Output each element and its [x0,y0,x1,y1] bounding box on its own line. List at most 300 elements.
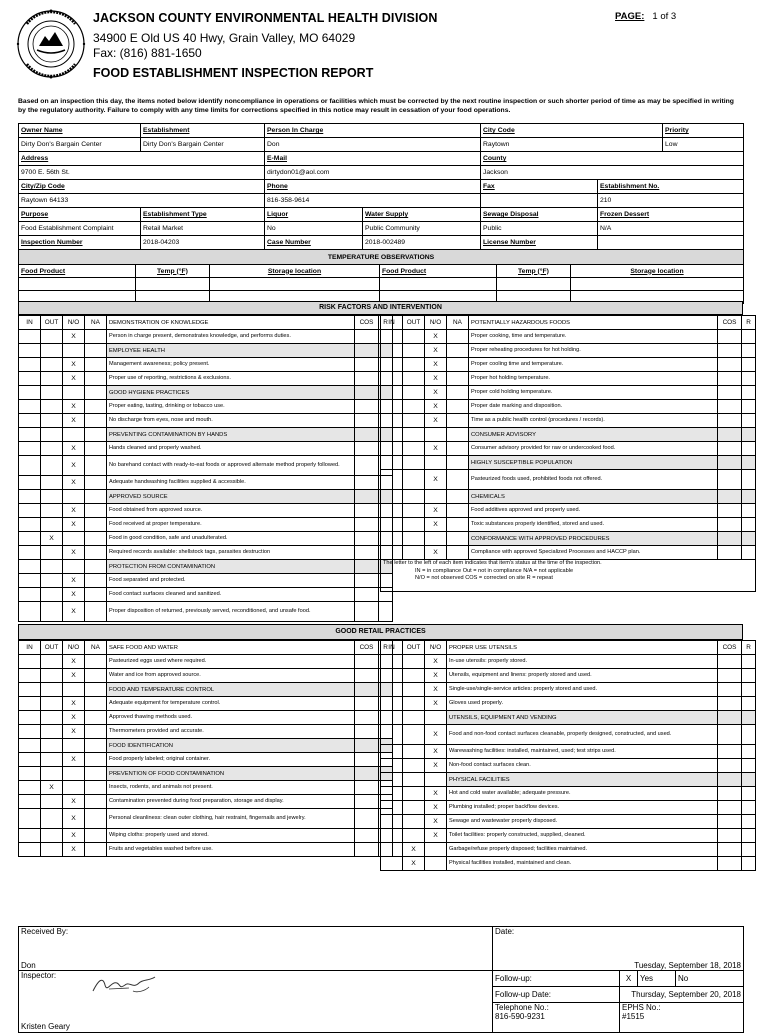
status-checkbox[interactable]: X [63,456,85,476]
cos-checkbox[interactable] [355,843,379,857]
cos-checkbox[interactable] [718,815,742,829]
status-checkbox[interactable]: X [63,602,85,622]
status-checkbox[interactable] [19,546,41,560]
cos-checkbox[interactable] [718,344,742,358]
cos-checkbox[interactable] [718,725,742,745]
status-checkbox[interactable] [85,442,107,456]
status-checkbox[interactable]: X [41,781,63,795]
cos-checkbox[interactable] [355,588,379,602]
repeat-checkbox[interactable] [742,725,756,745]
followup-mark[interactable]: X [620,971,638,987]
status-checkbox[interactable] [85,574,107,588]
status-checkbox[interactable] [85,344,107,358]
status-checkbox[interactable] [381,456,403,470]
followup-date-field[interactable]: Thursday, September 20, 2018 [620,987,744,1003]
status-checkbox[interactable] [85,739,107,753]
repeat-checkbox[interactable] [742,372,756,386]
status-checkbox[interactable] [381,683,403,697]
status-checkbox[interactable] [381,697,403,711]
cos-checkbox[interactable] [718,801,742,815]
status-checkbox[interactable]: X [425,745,447,759]
status-checkbox[interactable]: X [425,759,447,773]
status-checkbox[interactable]: X [63,476,85,490]
status-checkbox[interactable] [19,428,41,442]
status-checkbox[interactable] [41,669,63,683]
status-checkbox[interactable] [19,711,41,725]
status-checkbox[interactable] [19,683,41,697]
owner-name-field[interactable]: Dirty Don's Bargain Center [19,138,141,152]
status-checkbox[interactable] [41,442,63,456]
status-checkbox[interactable]: X [63,330,85,344]
status-checkbox[interactable] [41,400,63,414]
cos-checkbox[interactable] [718,518,742,532]
status-checkbox[interactable] [85,829,107,843]
status-checkbox[interactable] [19,602,41,622]
status-checkbox[interactable]: X [41,532,63,546]
status-checkbox[interactable] [63,767,85,781]
status-checkbox[interactable] [381,428,403,442]
status-checkbox[interactable] [85,456,107,476]
status-checkbox[interactable] [41,739,63,753]
status-checkbox[interactable] [19,560,41,574]
status-checkbox[interactable] [85,504,107,518]
status-checkbox[interactable] [403,428,425,442]
status-checkbox[interactable] [85,843,107,857]
status-checkbox[interactable] [381,801,403,815]
status-checkbox[interactable] [41,809,63,829]
status-checkbox[interactable]: X [425,504,447,518]
status-checkbox[interactable]: X [425,669,447,683]
status-checkbox[interactable] [19,372,41,386]
status-checkbox[interactable] [41,504,63,518]
status-checkbox[interactable] [19,697,41,711]
cos-checkbox[interactable] [355,518,379,532]
cos-checkbox[interactable] [355,330,379,344]
status-checkbox[interactable]: X [425,801,447,815]
status-checkbox[interactable] [403,490,425,504]
cos-checkbox[interactable] [355,504,379,518]
status-checkbox[interactable] [19,588,41,602]
status-checkbox[interactable] [447,490,469,504]
status-checkbox[interactable] [403,773,425,787]
status-checkbox[interactable]: X [425,442,447,456]
status-checkbox[interactable] [19,414,41,428]
repeat-checkbox[interactable] [742,518,756,532]
status-checkbox[interactable] [403,372,425,386]
repeat-checkbox[interactable] [742,358,756,372]
status-checkbox[interactable] [381,490,403,504]
received-by-field[interactable]: Don [19,955,493,971]
status-checkbox[interactable] [19,330,41,344]
status-checkbox[interactable] [19,442,41,456]
county-field[interactable]: Jackson [481,166,744,180]
status-checkbox[interactable]: X [425,655,447,669]
status-checkbox[interactable] [447,428,469,442]
cos-checkbox[interactable] [718,358,742,372]
status-checkbox[interactable] [85,753,107,767]
status-checkbox[interactable] [85,697,107,711]
status-checkbox[interactable] [19,532,41,546]
status-checkbox[interactable] [19,781,41,795]
status-checkbox[interactable]: X [63,669,85,683]
cos-checkbox[interactable] [355,476,379,490]
city-code-field[interactable]: Raytown [481,138,663,152]
cos-checkbox[interactable] [718,504,742,518]
repeat-checkbox[interactable] [742,787,756,801]
repeat-checkbox[interactable] [742,843,756,857]
water-field[interactable]: Public Community [363,222,481,236]
status-checkbox[interactable] [403,669,425,683]
status-checkbox[interactable] [403,801,425,815]
status-checkbox[interactable] [447,344,469,358]
status-checkbox[interactable]: X [425,815,447,829]
cos-checkbox[interactable] [718,372,742,386]
status-checkbox[interactable] [403,815,425,829]
status-checkbox[interactable] [403,470,425,490]
status-checkbox[interactable]: X [63,358,85,372]
status-checkbox[interactable] [41,588,63,602]
status-checkbox[interactable] [447,386,469,400]
status-checkbox[interactable]: X [403,857,425,871]
repeat-checkbox[interactable] [742,504,756,518]
status-checkbox[interactable] [63,386,85,400]
cos-checkbox[interactable] [718,669,742,683]
status-checkbox[interactable] [63,560,85,574]
cos-checkbox[interactable] [718,829,742,843]
cos-checkbox[interactable] [355,358,379,372]
status-checkbox[interactable] [41,560,63,574]
status-checkbox[interactable] [41,386,63,400]
cos-checkbox[interactable] [718,470,742,490]
cos-checkbox[interactable] [718,857,742,871]
cos-checkbox[interactable] [355,372,379,386]
cos-checkbox[interactable] [355,532,379,546]
cos-checkbox[interactable] [718,787,742,801]
status-checkbox[interactable] [19,767,41,781]
status-checkbox[interactable] [19,358,41,372]
status-checkbox[interactable]: X [63,725,85,739]
status-checkbox[interactable]: X [63,574,85,588]
cos-checkbox[interactable] [718,759,742,773]
status-checkbox[interactable]: X [425,344,447,358]
esttype-field[interactable]: Retail Market [141,222,265,236]
cos-checkbox[interactable] [355,809,379,829]
status-checkbox[interactable] [63,532,85,546]
status-checkbox[interactable]: X [63,711,85,725]
status-checkbox[interactable] [85,767,107,781]
status-checkbox[interactable] [19,490,41,504]
status-checkbox[interactable] [381,518,403,532]
cos-checkbox[interactable] [355,725,379,739]
status-checkbox[interactable]: X [425,386,447,400]
cos-checkbox[interactable] [718,400,742,414]
status-checkbox[interactable] [41,358,63,372]
status-checkbox[interactable] [381,829,403,843]
status-checkbox[interactable] [403,456,425,470]
repeat-checkbox[interactable] [742,669,756,683]
status-checkbox[interactable]: X [425,358,447,372]
cos-checkbox[interactable] [718,546,742,560]
status-checkbox[interactable] [85,655,107,669]
cos-checkbox[interactable] [718,414,742,428]
cos-checkbox[interactable] [718,330,742,344]
status-checkbox[interactable] [19,753,41,767]
status-checkbox[interactable] [19,829,41,843]
status-checkbox[interactable] [41,330,63,344]
temp-cell[interactable] [19,278,136,291]
status-checkbox[interactable] [85,711,107,725]
status-checkbox[interactable]: X [425,546,447,560]
status-checkbox[interactable] [403,518,425,532]
status-checkbox[interactable] [381,470,403,490]
status-checkbox[interactable] [381,759,403,773]
cos-checkbox[interactable] [355,574,379,588]
status-checkbox[interactable] [19,476,41,490]
status-checkbox[interactable] [403,725,425,745]
status-checkbox[interactable]: X [425,372,447,386]
status-checkbox[interactable] [41,753,63,767]
status-checkbox[interactable] [41,843,63,857]
status-checkbox[interactable] [85,683,107,697]
status-checkbox[interactable] [85,781,107,795]
cos-checkbox[interactable] [355,546,379,560]
status-checkbox[interactable] [85,725,107,739]
fax-field[interactable] [481,194,598,208]
phone-field[interactable]: 816-358-9614 [265,194,481,208]
repeat-checkbox[interactable] [742,745,756,759]
liquor-field[interactable]: No [265,222,363,236]
cos-checkbox[interactable] [718,745,742,759]
status-checkbox[interactable] [447,532,469,546]
status-checkbox[interactable] [381,344,403,358]
status-checkbox[interactable] [381,532,403,546]
status-checkbox[interactable] [425,456,447,470]
repeat-checkbox[interactable] [742,344,756,358]
temp-cell[interactable] [497,278,571,291]
temp-cell[interactable] [380,278,497,291]
cos-checkbox[interactable] [718,655,742,669]
repeat-checkbox[interactable] [742,400,756,414]
status-checkbox[interactable] [403,504,425,518]
status-checkbox[interactable] [85,588,107,602]
repeat-checkbox[interactable] [742,829,756,843]
status-checkbox[interactable] [381,358,403,372]
caseno-field[interactable]: 2018-002489 [363,236,481,250]
status-checkbox[interactable] [403,829,425,843]
status-checkbox[interactable]: X [425,787,447,801]
repeat-checkbox[interactable] [742,414,756,428]
status-checkbox[interactable] [381,546,403,560]
status-checkbox[interactable] [381,787,403,801]
status-checkbox[interactable] [85,795,107,809]
status-checkbox[interactable] [41,829,63,843]
status-checkbox[interactable]: X [63,372,85,386]
status-checkbox[interactable]: X [63,843,85,857]
repeat-checkbox[interactable] [742,655,756,669]
status-checkbox[interactable] [447,400,469,414]
status-checkbox[interactable] [447,546,469,560]
status-checkbox[interactable] [19,655,41,669]
status-checkbox[interactable] [19,843,41,857]
status-checkbox[interactable]: X [63,442,85,456]
repeat-checkbox[interactable] [742,857,756,871]
status-checkbox[interactable] [41,711,63,725]
status-checkbox[interactable] [85,400,107,414]
status-checkbox[interactable] [403,655,425,669]
status-checkbox[interactable] [19,400,41,414]
repeat-checkbox[interactable] [379,602,393,622]
cos-checkbox[interactable] [355,414,379,428]
status-checkbox[interactable]: X [63,588,85,602]
status-checkbox[interactable] [41,683,63,697]
cos-checkbox[interactable] [355,602,379,622]
status-checkbox[interactable] [447,442,469,456]
status-checkbox[interactable] [19,344,41,358]
status-checkbox[interactable] [63,344,85,358]
status-checkbox[interactable] [41,518,63,532]
status-checkbox[interactable] [425,532,447,546]
status-checkbox[interactable]: X [63,697,85,711]
status-checkbox[interactable]: X [63,829,85,843]
status-checkbox[interactable] [447,470,469,490]
status-checkbox[interactable] [403,759,425,773]
cos-checkbox[interactable] [355,697,379,711]
status-checkbox[interactable] [41,456,63,476]
status-checkbox[interactable] [41,476,63,490]
status-checkbox[interactable] [403,344,425,358]
status-checkbox[interactable] [403,358,425,372]
status-checkbox[interactable]: X [63,809,85,829]
status-checkbox[interactable]: X [63,753,85,767]
status-checkbox[interactable] [85,809,107,829]
status-checkbox[interactable] [447,330,469,344]
status-checkbox[interactable] [403,697,425,711]
status-checkbox[interactable]: X [403,843,425,857]
status-checkbox[interactable] [85,476,107,490]
status-checkbox[interactable] [85,560,107,574]
status-checkbox[interactable]: X [425,400,447,414]
status-checkbox[interactable] [85,330,107,344]
status-checkbox[interactable] [403,711,425,725]
status-checkbox[interactable] [381,442,403,456]
followup-no[interactable]: No [676,971,744,987]
status-checkbox[interactable] [447,414,469,428]
status-checkbox[interactable]: X [425,470,447,490]
status-checkbox[interactable] [19,795,41,809]
followup-yes[interactable]: Yes [638,971,676,987]
status-checkbox[interactable] [403,442,425,456]
repeat-checkbox[interactable] [742,546,756,560]
status-checkbox[interactable] [381,330,403,344]
status-checkbox[interactable]: X [425,725,447,745]
person-field[interactable]: Don [265,138,481,152]
status-checkbox[interactable]: X [425,697,447,711]
repeat-checkbox[interactable] [742,442,756,456]
status-checkbox[interactable] [41,574,63,588]
status-checkbox[interactable] [425,711,447,725]
date-field[interactable]: Tuesday, September 18, 2018 [493,955,744,971]
cityzip-field[interactable]: Raytown 64133 [19,194,265,208]
status-checkbox[interactable] [19,725,41,739]
cos-checkbox[interactable] [355,781,379,795]
status-checkbox[interactable] [41,602,63,622]
cos-checkbox[interactable] [355,669,379,683]
status-checkbox[interactable]: X [425,414,447,428]
status-checkbox[interactable] [381,843,403,857]
email-field[interactable]: dirtydon01@aol.com [265,166,481,180]
status-checkbox[interactable] [85,490,107,504]
status-checkbox[interactable] [425,773,447,787]
repeat-checkbox[interactable] [742,683,756,697]
status-checkbox[interactable] [19,669,41,683]
status-checkbox[interactable] [41,767,63,781]
status-checkbox[interactable] [447,456,469,470]
cos-checkbox[interactable] [355,400,379,414]
priority-field[interactable]: Low [663,138,744,152]
inspector-name[interactable]: Kristen Geary [21,1022,70,1031]
repeat-checkbox[interactable] [742,697,756,711]
repeat-checkbox[interactable] [742,801,756,815]
temp-cell[interactable] [136,278,210,291]
status-checkbox[interactable]: X [63,546,85,560]
status-checkbox[interactable] [381,669,403,683]
status-checkbox[interactable] [425,843,447,857]
frozen-field[interactable]: N/A [598,222,744,236]
status-checkbox[interactable] [403,400,425,414]
cos-checkbox[interactable] [718,697,742,711]
status-checkbox[interactable] [381,655,403,669]
status-checkbox[interactable] [447,518,469,532]
status-checkbox[interactable]: X [425,683,447,697]
status-checkbox[interactable] [19,809,41,829]
cos-checkbox[interactable] [355,655,379,669]
status-checkbox[interactable] [381,386,403,400]
status-checkbox[interactable] [447,358,469,372]
purpose-field[interactable]: Food Establishment Complaint [19,222,141,236]
status-checkbox[interactable] [19,739,41,753]
status-checkbox[interactable] [85,546,107,560]
status-checkbox[interactable] [425,490,447,504]
status-checkbox[interactable] [403,546,425,560]
status-checkbox[interactable] [63,490,85,504]
status-checkbox[interactable] [381,414,403,428]
status-checkbox[interactable] [41,795,63,809]
cos-checkbox[interactable] [355,442,379,456]
status-checkbox[interactable] [425,428,447,442]
status-checkbox[interactable] [41,428,63,442]
status-checkbox[interactable] [85,518,107,532]
status-checkbox[interactable]: X [63,655,85,669]
repeat-checkbox[interactable] [742,330,756,344]
sewage-field[interactable]: Public [481,222,598,236]
cos-checkbox[interactable] [718,442,742,456]
repeat-checkbox[interactable] [742,815,756,829]
status-checkbox[interactable] [381,400,403,414]
status-checkbox[interactable] [41,725,63,739]
cos-checkbox[interactable] [355,795,379,809]
estno-field[interactable]: 210 [598,194,744,208]
status-checkbox[interactable]: X [63,414,85,428]
status-checkbox[interactable] [41,697,63,711]
status-checkbox[interactable] [41,414,63,428]
status-checkbox[interactable] [403,330,425,344]
cos-checkbox[interactable] [718,683,742,697]
status-checkbox[interactable] [381,773,403,787]
address-field[interactable]: 9700 E. 56th St. [19,166,265,180]
status-checkbox[interactable]: X [63,518,85,532]
status-checkbox[interactable] [85,428,107,442]
status-checkbox[interactable] [403,532,425,546]
